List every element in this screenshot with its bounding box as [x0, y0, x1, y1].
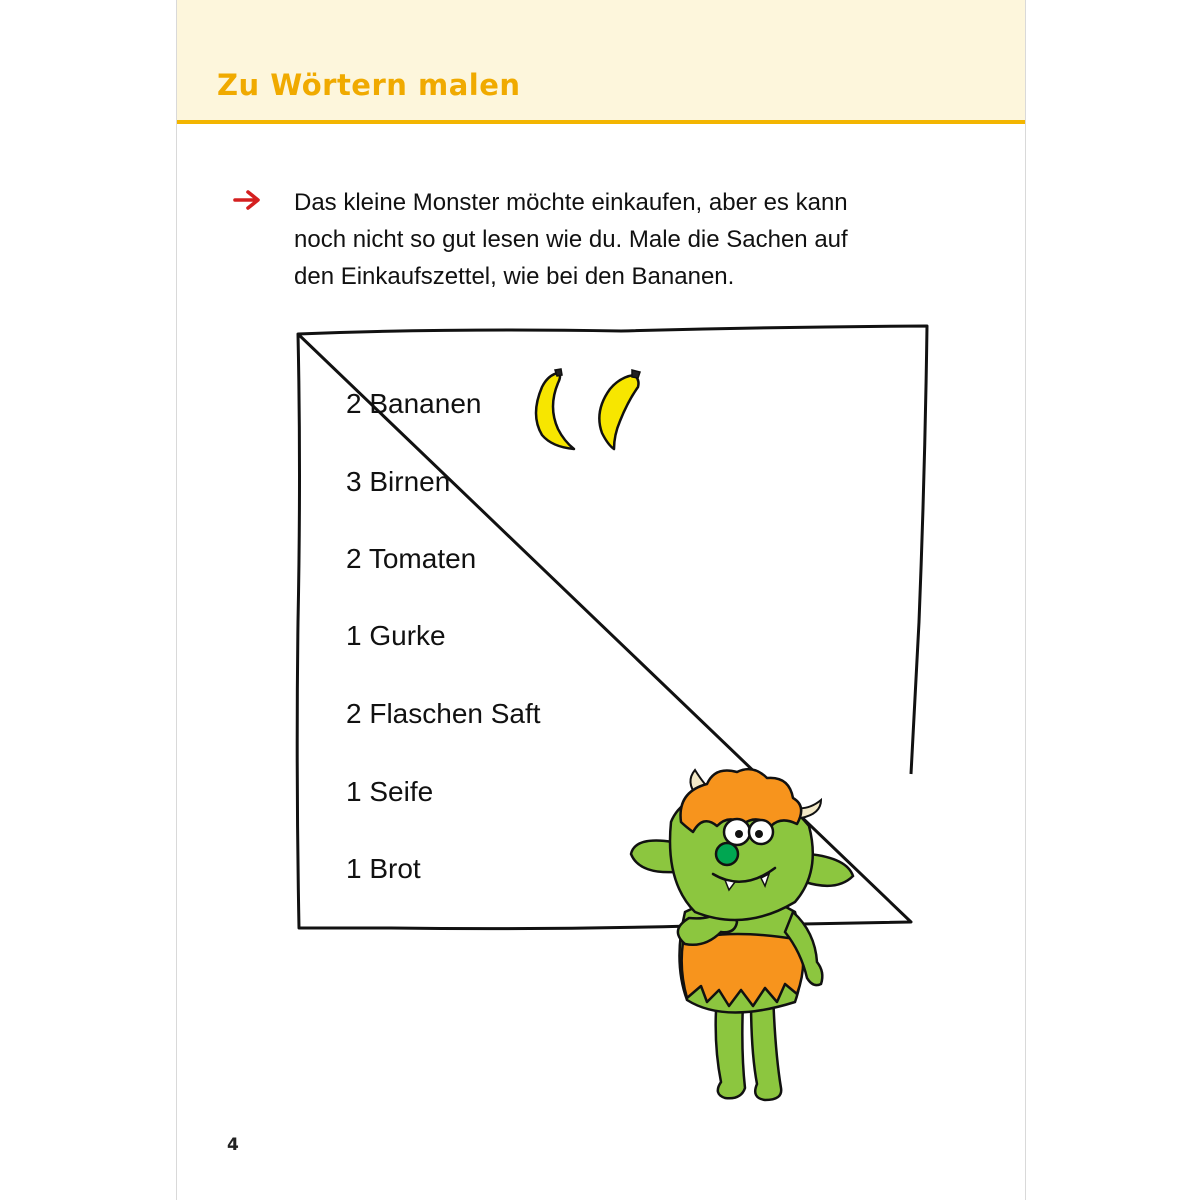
- instruction-text: [294, 184, 934, 295]
- list-item: 3 Birnen: [346, 466, 451, 497]
- list-item: 1 Brot: [346, 853, 421, 884]
- banana-icon: [599, 370, 640, 449]
- workbook-page: [176, 0, 1026, 1200]
- list-item: 2 Tomaten: [346, 543, 477, 574]
- list-item: 2 Flaschen Saft: [346, 698, 541, 729]
- page-title: Zu Wörtern malen: [217, 68, 521, 102]
- list-item: 2 Bananen: [346, 388, 482, 419]
- arrow-right-icon: [233, 188, 263, 212]
- instruction-line: den Einkaufszettel, wie bei den Bananen.: [294, 263, 735, 290]
- list-item: 1 Seife: [346, 776, 434, 807]
- page-header: [177, 0, 1025, 124]
- green-monster-illustration: [625, 762, 865, 1107]
- instruction-line: noch nicht so gut lesen wie du. Male die Sachen auf: [294, 226, 848, 253]
- banana-drawing: [522, 365, 647, 455]
- page-number: 4: [227, 1135, 239, 1155]
- instruction-line: Das kleine Monster möchte einkaufen, aber es kann: [294, 189, 848, 216]
- banana-icon: [536, 369, 574, 449]
- list-item: 1 Gurke: [346, 620, 446, 651]
